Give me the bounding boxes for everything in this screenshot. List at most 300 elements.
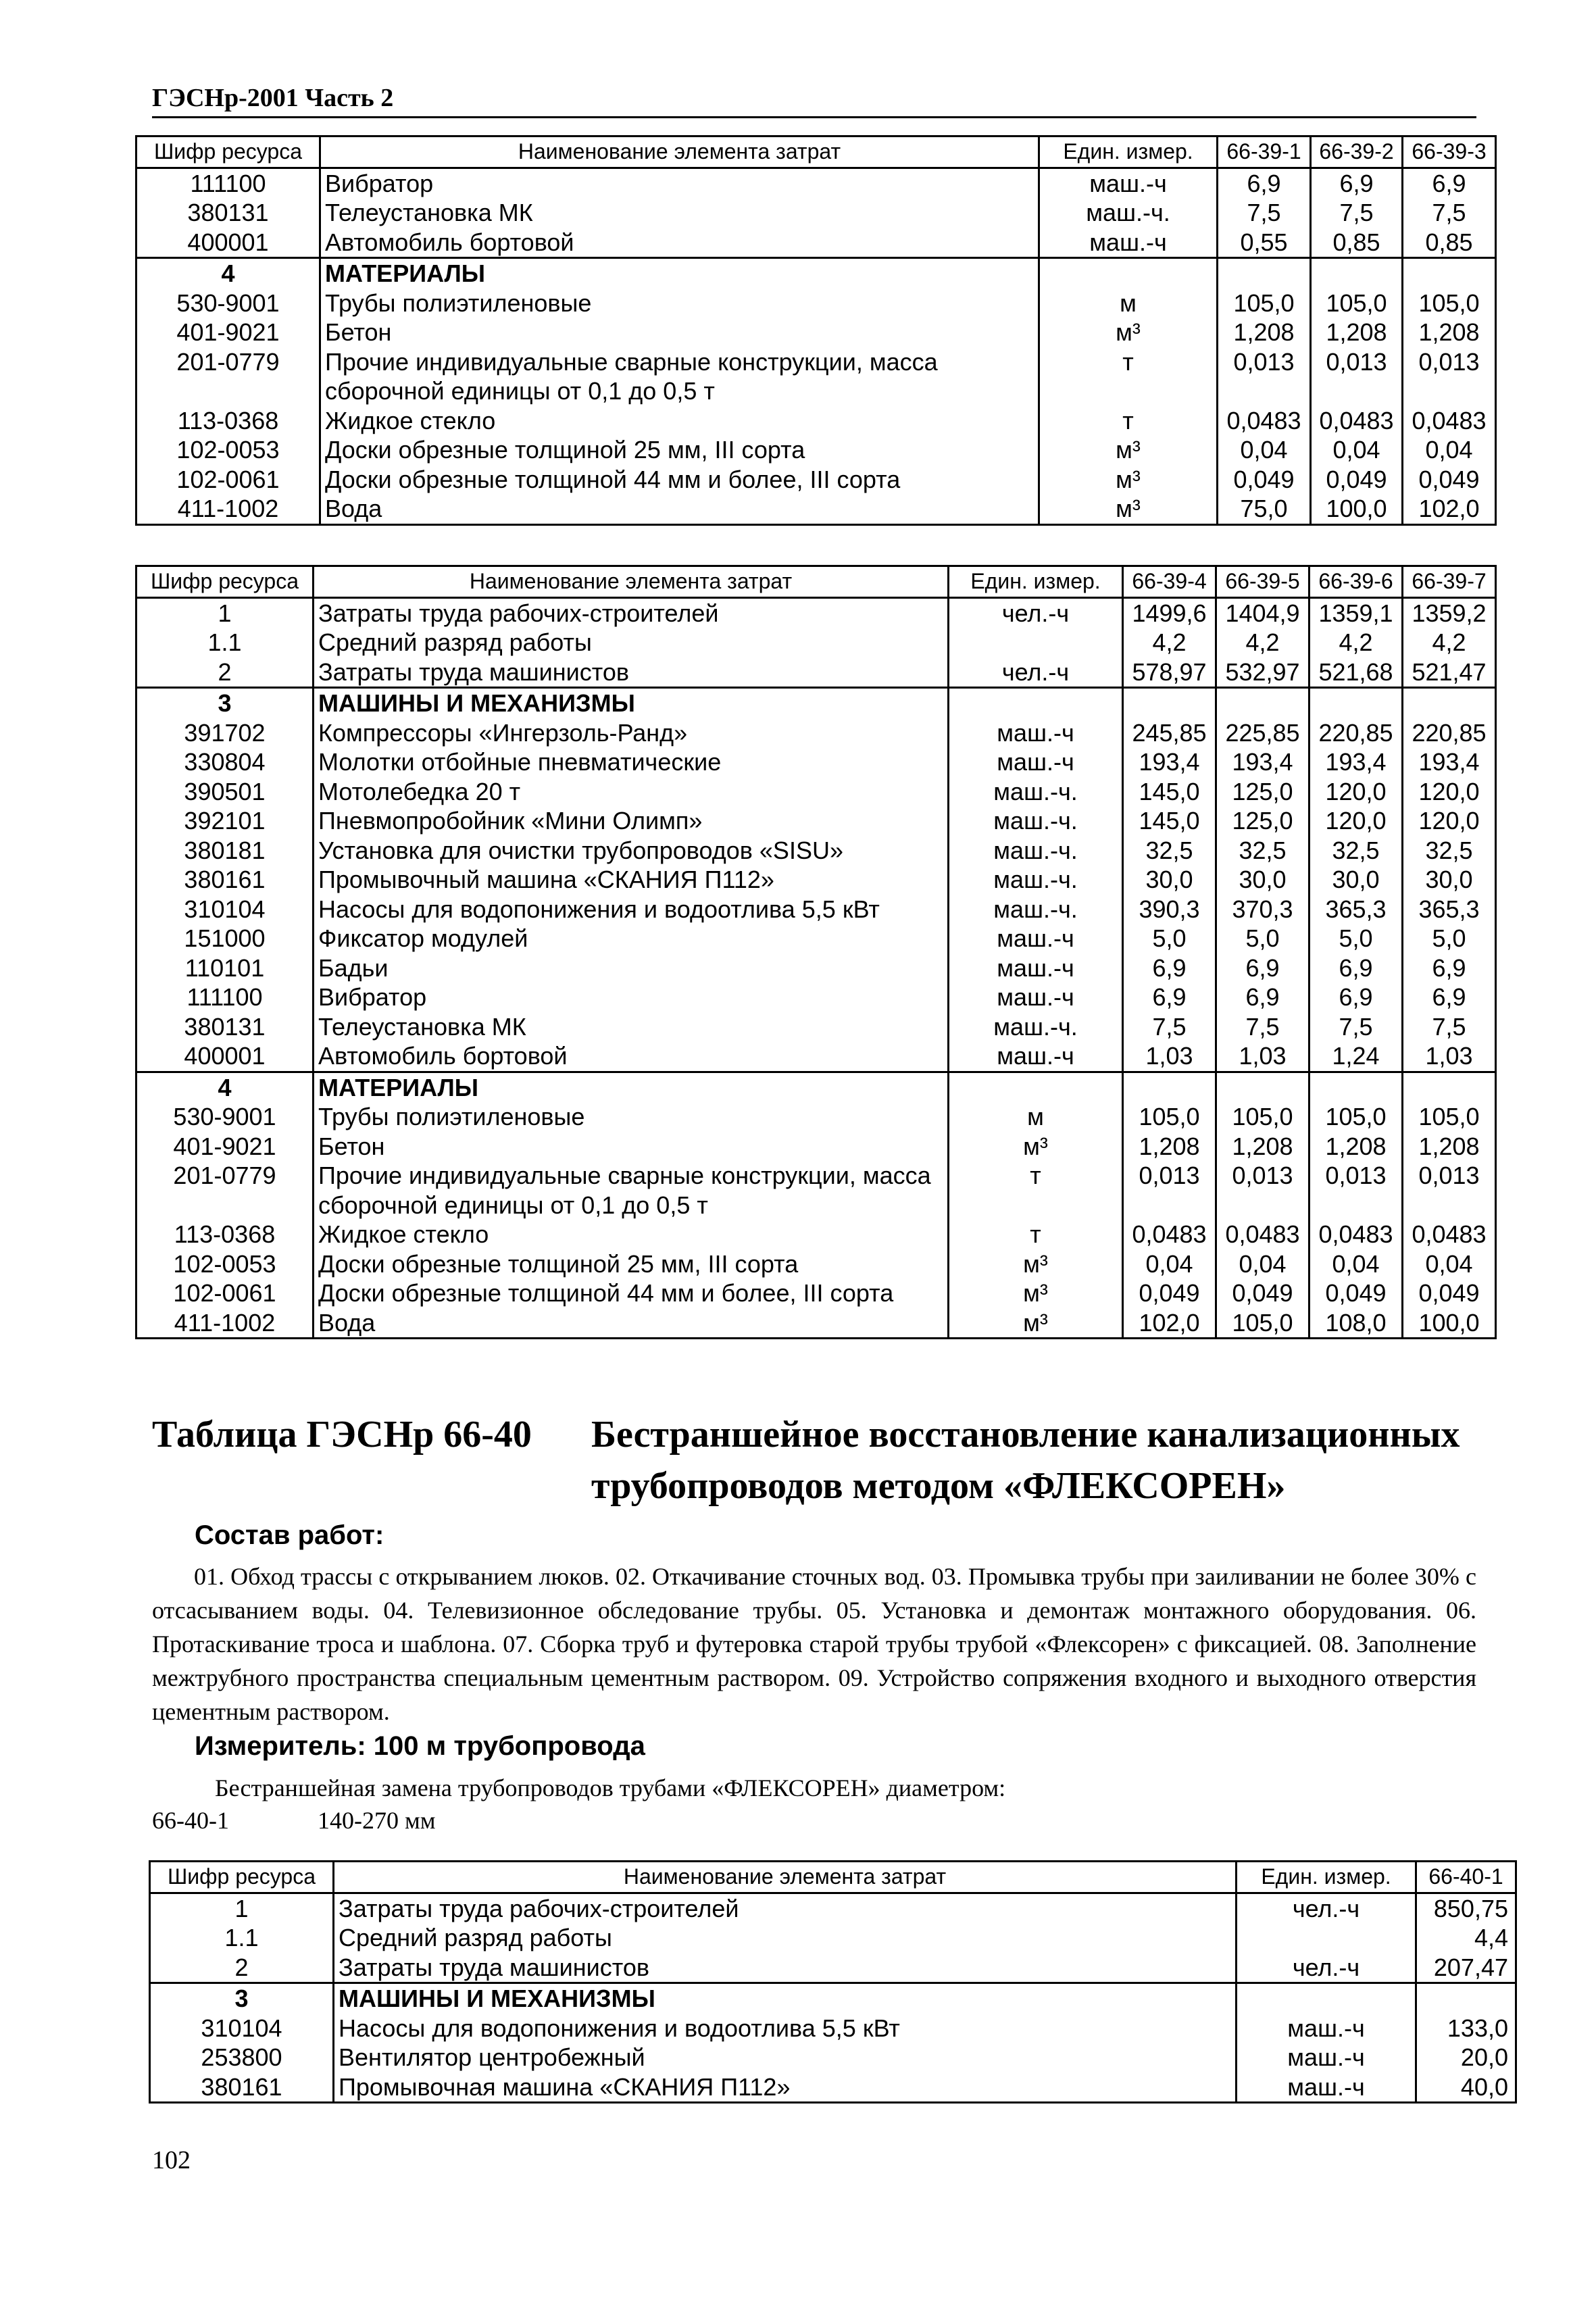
cost-element-name: Трубы полиэтиленовые [320,289,1039,318]
norm-value: 1359,2 [1403,597,1496,628]
norm-value: 0,049 [1123,1278,1216,1308]
cost-element-name: Молотки отбойные пневматические [314,747,949,777]
norm-value: 0,0483 [1311,406,1403,436]
table-row [136,982,1496,1012]
norm-value [1416,1983,1516,2014]
norm-value: 105,0 [1216,1102,1310,1132]
unit-of-measure: маш.-ч [1039,168,1218,198]
norm-value: 1,208 [1310,1132,1403,1162]
norm-value: 105,0 [1123,1102,1216,1132]
norm-value: 0,04 [1218,435,1311,465]
norm-value: 5,0 [1403,924,1496,953]
resource-code: 111100 [136,168,320,198]
norm-value: 0,04 [1123,1249,1216,1279]
norm-value: 0,049 [1216,1278,1310,1308]
cost-element-name: Компрессоры «Ингерзоль-Ранд» [314,718,949,748]
unit-of-measure: м³ [949,1308,1123,1339]
cost-element-name: Бетон [320,318,1039,347]
norm-value: 102,0 [1403,494,1496,524]
resource-code: 310104 [150,2014,334,2043]
norm-value: 0,04 [1403,435,1496,465]
variant-description: Бестраншейная замена трубопроводов трубами «ФЛЕКСОРЕН» диаметром: [215,1774,1006,1801]
norm-value: 193,4 [1403,747,1496,777]
resource-code: 530-9001 [136,1102,314,1132]
norm-value: 6,9 [1123,953,1216,983]
norm-value: 105,0 [1216,1308,1310,1339]
cost-element-name: Пневмопробойник «Мини Олимп» [314,806,949,836]
norm-value: 0,049 [1311,465,1403,495]
norm-value: 5,0 [1123,924,1216,953]
norm-value: 125,0 [1216,806,1310,836]
unit-of-measure: м³ [949,1249,1123,1279]
resource-code: 102-0053 [136,435,320,465]
unit-of-measure: т [1039,406,1218,436]
resource-code: 380161 [150,2072,334,2103]
norm-value: 4,2 [1310,628,1403,657]
norm-value: 0,85 [1311,228,1403,258]
table-row [136,777,1496,807]
table-row [150,1953,1516,1983]
norm-value [1403,258,1496,289]
cost-element-name: Доски обрезные толщиной 25 мм, III сорта [320,435,1039,465]
table-row [136,865,1496,895]
table-row [150,2014,1516,2043]
norm-value: 0,04 [1403,1249,1496,1279]
resource-code: 2 [136,657,314,688]
norm-value: 578,97 [1123,657,1216,688]
norm-value: 145,0 [1123,777,1216,807]
table-row [136,228,1496,258]
table-row [136,718,1496,748]
resource-code: 201-0779 [136,1161,314,1220]
norm-value: 6,9 [1403,982,1496,1012]
norm-value: 7,5 [1403,1012,1496,1042]
norm-value: 0,013 [1216,1161,1310,1220]
cost-element-name: Промывочная машина «СКАНИЯ П112» [334,2072,1237,2103]
measure-heading: Измеритель: 100 м трубопровода [195,1731,645,1761]
norm-value: 220,85 [1310,718,1403,748]
resource-code: 411-1002 [136,1308,314,1339]
norm-value: 0,049 [1218,465,1311,495]
resource-code: 310104 [136,895,314,924]
table-row [150,1923,1516,1953]
resource-code: 380161 [136,865,314,895]
variant-diameter: 140-270 мм [318,1807,436,1834]
work-composition-body: 01. Обход трассы с открыванием люков. 02. Откачивание сточных вод. 03. Промывка трубы при заиливании не более 30% с отсасыванием воды. 04. Телевизионное обследование трубы. 05. Установка и демонтаж монтажного оборудования. 06. Протаскивание троса и шаблона. 07. Сборка труб и футеровка старой трубы трубой «Флексорен» с фиксацией. 08. Заполнение межтрубного пространства специальным цементным раствором. 09. Устройство сопряжения входного и выходного отверстия цементным раствором. [152,1563,1476,1725]
norm-value: 0,04 [1311,435,1403,465]
table-row [136,924,1496,953]
norm-value: 1,208 [1403,318,1496,347]
cost-element-name: Фиксатор модулей [314,924,949,953]
norm-value: 100,0 [1311,494,1403,524]
table-row [136,628,1496,657]
norm-value: 365,3 [1403,895,1496,924]
norm-value: 0,013 [1403,347,1496,406]
norm-value: 0,013 [1310,1161,1403,1220]
unit-of-measure: м [1039,289,1218,318]
cost-element-name: Затраты труда машинистов [314,657,949,688]
column-header: Един. измер. [1039,136,1218,168]
norm-value: 6,9 [1310,982,1403,1012]
cost-element-name: Трубы полиэтиленовые [314,1102,949,1132]
unit-of-measure: маш.-ч. [949,836,1123,866]
norm-value [1311,258,1403,289]
unit-of-measure: маш.-ч. [949,895,1123,924]
resource-table-66-39-1-3 [135,135,1497,526]
cost-element-name: Доски обрезные толщиной 44 мм и более, III сорта [320,465,1039,495]
norm-value: 0,04 [1216,1249,1310,1279]
unit-of-measure [1237,1923,1416,1953]
norm-value: 6,9 [1311,168,1403,198]
resource-code: 530-9001 [136,289,320,318]
norm-value: 0,0483 [1216,1220,1310,1249]
resource-code: 392101 [136,806,314,836]
unit-of-measure [949,1072,1123,1102]
table-row [136,953,1496,983]
norm-value [1310,1072,1403,1102]
resource-table-66-40-1 [149,1860,1517,2104]
norm-value: 225,85 [1216,718,1310,748]
unit-of-measure: м [949,1102,1123,1132]
unit-of-measure: маш.-ч [949,1041,1123,1072]
resource-code: 253800 [150,2043,334,2072]
unit-of-measure: чел.-ч [949,597,1123,628]
norm-value: 521,68 [1310,657,1403,688]
resource-code: 3 [150,1983,334,2014]
cost-element-name: Автомобиль бортовой [314,1041,949,1072]
cost-element-name: МАТЕРИАЛЫ [320,258,1039,289]
table-row [136,347,1496,406]
resource-code: 380181 [136,836,314,866]
column-header: Един. измер. [949,566,1123,598]
norm-value: 532,97 [1216,657,1310,688]
resource-code: 113-0368 [136,406,320,436]
norm-value [1403,1072,1496,1102]
norm-value: 105,0 [1311,289,1403,318]
resource-code: 102-0061 [136,1278,314,1308]
cost-element-name: Затраты труда машинистов [334,1953,1237,1983]
norm-value: 390,3 [1123,895,1216,924]
norm-value [1310,688,1403,718]
unit-of-measure: м³ [949,1278,1123,1308]
cost-element-name: Бетон [314,1132,949,1162]
resource-code: 110101 [136,953,314,983]
norm-value: 32,5 [1216,836,1310,866]
norm-value [1218,258,1311,289]
norm-value: 365,3 [1310,895,1403,924]
cost-element-name: МАТЕРИАЛЫ [314,1072,949,1102]
table-row [136,289,1496,318]
variant-code: 66-40-1 [152,1807,229,1834]
norm-value: 0,013 [1218,347,1311,406]
table-row [136,1220,1496,1249]
norm-value: 1,208 [1218,318,1311,347]
unit-of-measure: м³ [1039,465,1218,495]
cost-element-name: Мотолебедка 20 т [314,777,949,807]
norm-value: 521,47 [1403,657,1496,688]
table-row [136,1012,1496,1042]
cost-element-name: Телеустановка МК [320,198,1039,228]
column-header: 66-39-5 [1216,566,1310,598]
norm-value: 120,0 [1403,777,1496,807]
unit-of-measure: маш.-ч. [949,806,1123,836]
norm-value: 1359,1 [1310,597,1403,628]
cost-element-name: Установка для очистки трубопроводов «SISU» [314,836,949,866]
norm-value: 0,0483 [1403,406,1496,436]
norm-value: 193,4 [1310,747,1403,777]
work-composition-text [152,1560,1476,1728]
table-row [136,1102,1496,1132]
unit-of-measure: м³ [1039,435,1218,465]
resource-code: 1 [150,1893,334,1923]
resource-code: 401-9021 [136,318,320,347]
table-row [136,747,1496,777]
norm-value: 75,0 [1218,494,1311,524]
norm-value: 105,0 [1310,1102,1403,1132]
unit-of-measure: маш.-ч [949,982,1123,1012]
unit-of-measure [949,628,1123,657]
unit-of-measure: т [1039,347,1218,406]
norm-value [1123,1072,1216,1102]
norm-value: 133,0 [1416,2014,1516,2043]
cost-element-name: Телеустановка МК [314,1012,949,1042]
unit-of-measure: чел.-ч [1237,1953,1416,1983]
resource-code: 4 [136,258,320,289]
table-row [136,836,1496,866]
cost-element-name: Прочие индивидуальные сварные конструкции, масса сборочной единицы от 0,1 до 0,5 т [320,347,1039,406]
norm-value: 1,24 [1310,1041,1403,1072]
norm-value: 32,5 [1310,836,1403,866]
norm-value: 1,03 [1403,1041,1496,1072]
unit-of-measure: маш.-ч [949,747,1123,777]
norm-value: 5,0 [1310,924,1403,953]
resource-code: 1.1 [150,1923,334,1953]
norm-value: 0,0483 [1310,1220,1403,1249]
norm-value: 7,5 [1403,198,1496,228]
norm-value: 193,4 [1216,747,1310,777]
norm-value: 20,0 [1416,2043,1516,2072]
column-header: Шифр ресурса [136,136,320,168]
unit-of-measure: маш.-ч [949,953,1123,983]
norm-value: 7,5 [1216,1012,1310,1042]
norm-value: 6,9 [1403,953,1496,983]
norm-value: 0,0483 [1218,406,1311,436]
cost-element-name: МАШИНЫ И МЕХАНИЗМЫ [314,688,949,718]
cost-element-name: Вибратор [314,982,949,1012]
table-header-row [136,566,1496,598]
norm-value [1216,1072,1310,1102]
norm-value: 4,2 [1123,628,1216,657]
column-header: 66-40-1 [1416,1862,1516,1893]
resource-code: 113-0368 [136,1220,314,1249]
column-header: Шифр ресурса [150,1862,334,1893]
table-row [136,1161,1496,1220]
cost-element-name: Вода [320,494,1039,524]
section-row [136,688,1496,718]
resource-code: 2 [150,1953,334,1983]
norm-value: 105,0 [1403,1102,1496,1132]
norm-value: 40,0 [1416,2072,1516,2103]
norm-value: 1,208 [1403,1132,1496,1162]
resource-code: 401-9021 [136,1132,314,1162]
table-row [136,1041,1496,1072]
norm-value: 30,0 [1310,865,1403,895]
resource-code: 391702 [136,718,314,748]
unit-of-measure: чел.-ч [1237,1893,1416,1923]
resource-code: 380131 [136,198,320,228]
norm-value: 1,03 [1123,1041,1216,1072]
cost-element-name: Автомобиль бортовой [320,228,1039,258]
work-composition-heading: Состав работ: [195,1520,384,1550]
norm-value: 100,0 [1403,1308,1496,1339]
section-row [136,258,1496,289]
cost-element-name: Насосы для водопонижения и водоотлива 5,5 кВт [314,895,949,924]
unit-of-measure: маш.-ч [1039,228,1218,258]
resource-code: 390501 [136,777,314,807]
cost-element-name: Средний разряд работы [314,628,949,657]
norm-value: 4,2 [1403,628,1496,657]
table-row [136,168,1496,198]
cost-element-name: Промывочный машина «СКАНИЯ П112» [314,865,949,895]
norm-value: 120,0 [1310,777,1403,807]
norm-value: 120,0 [1403,806,1496,836]
unit-of-measure: маш.-ч. [949,865,1123,895]
unit-of-measure: маш.-ч [949,924,1123,953]
norm-value: 207,47 [1416,1953,1516,1983]
norm-value: 1,03 [1216,1041,1310,1072]
table-row [136,1278,1496,1308]
cost-element-name: Вода [314,1308,949,1339]
resource-code: 111100 [136,982,314,1012]
norm-value [1403,688,1496,718]
norm-value: 108,0 [1310,1308,1403,1339]
unit-of-measure: чел.-ч [949,657,1123,688]
column-header: 66-39-1 [1218,136,1311,168]
norm-value: 32,5 [1403,836,1496,866]
norm-value: 7,5 [1218,198,1311,228]
unit-of-measure: маш.-ч [1237,2072,1416,2103]
norm-value: 0,013 [1123,1161,1216,1220]
resource-code: 102-0053 [136,1249,314,1279]
column-header: 66-39-4 [1123,566,1216,598]
norm-value: 0,013 [1311,347,1403,406]
norm-value: 0,013 [1403,1161,1496,1220]
unit-of-measure: т [949,1161,1123,1220]
resource-code: 411-1002 [136,494,320,524]
norm-value: 32,5 [1123,836,1216,866]
page-header: ГЭСНр-2001 Часть 2 [152,82,1476,118]
table-header-row [150,1862,1516,1893]
table-row [136,318,1496,347]
unit-of-measure [949,688,1123,718]
column-header: Шифр ресурса [136,566,314,598]
cost-element-name: Доски обрезные толщиной 44 мм и более, III сорта [314,1278,949,1308]
cost-element-name: Доски обрезные толщиной 25 мм, III сорта [314,1249,949,1279]
norm-value: 102,0 [1123,1308,1216,1339]
norm-value: 120,0 [1310,806,1403,836]
norm-value: 30,0 [1123,865,1216,895]
norm-value: 1,208 [1216,1132,1310,1162]
resource-code: 1.1 [136,628,314,657]
column-header: Наименование элемента затрат [320,136,1039,168]
norm-value: 0,0483 [1123,1220,1216,1249]
table-title: Бестраншейное восстановление канализационных трубопроводов методом «ФЛЕКСОРЕН» [591,1414,1460,1507]
norm-value: 6,9 [1218,168,1311,198]
norm-value: 370,3 [1216,895,1310,924]
norm-value: 105,0 [1218,289,1311,318]
norm-value [1123,688,1216,718]
column-header: Наименование элемента затрат [334,1862,1237,1893]
norm-value: 0,04 [1310,1249,1403,1279]
column-header: 66-39-2 [1311,136,1403,168]
cost-element-name: Жидкое стекло [314,1220,949,1249]
column-header: 66-39-7 [1403,566,1496,598]
norm-value: 0,049 [1403,465,1496,495]
norm-value: 220,85 [1403,718,1496,748]
unit-of-measure [1237,1983,1416,2014]
resource-code: 3 [136,688,314,718]
norm-value: 0,55 [1218,228,1311,258]
resource-table-66-39-4-7 [135,565,1497,1339]
table-row [136,657,1496,688]
resource-code: 1 [136,597,314,628]
norm-value: 0,0483 [1403,1220,1496,1249]
table-row [150,1893,1516,1923]
table-row [136,435,1496,465]
norm-value: 0,85 [1403,228,1496,258]
unit-of-measure: маш.-ч. [1039,198,1218,228]
table-row [136,597,1496,628]
table-row [136,465,1496,495]
norm-value: 6,9 [1216,953,1310,983]
column-header: 66-39-3 [1403,136,1496,168]
norm-value: 105,0 [1403,289,1496,318]
unit-of-measure: маш.-ч. [949,777,1123,807]
norm-value: 1499,6 [1123,597,1216,628]
table-row [150,2043,1516,2072]
norm-value: 245,85 [1123,718,1216,748]
resource-code: 4 [136,1072,314,1102]
cost-element-name: Затраты труда рабочих-строителей [334,1893,1237,1923]
resource-code: 380131 [136,1012,314,1042]
cost-element-name: Вибратор [320,168,1039,198]
resource-code: 330804 [136,747,314,777]
page-number: 102 [152,2146,191,2174]
unit-of-measure: м³ [1039,494,1218,524]
resource-code: 151000 [136,924,314,953]
norm-value: 30,0 [1403,865,1496,895]
norm-value: 6,9 [1403,168,1496,198]
section-row [136,1072,1496,1102]
table-row [136,494,1496,524]
norm-value: 1,208 [1311,318,1403,347]
unit-of-measure [1039,258,1218,289]
norm-value: 6,9 [1216,982,1310,1012]
norm-value: 4,4 [1416,1923,1516,1953]
norm-value: 6,9 [1310,953,1403,983]
table-row [136,1308,1496,1339]
table-row [136,198,1496,228]
cost-element-name: Насосы для водопонижения и водоотлива 5,5 кВт [334,2014,1237,2043]
norm-value: 7,5 [1123,1012,1216,1042]
cost-element-name: МАШИНЫ И МЕХАНИЗМЫ [334,1983,1237,2014]
section-row [150,1983,1516,2014]
cost-element-name: Прочие индивидуальные сварные конструкции, масса сборочной единицы от 0,1 до 0,5 т [314,1161,949,1220]
norm-value: 30,0 [1216,865,1310,895]
norm-value: 145,0 [1123,806,1216,836]
table-row [136,1249,1496,1279]
unit-of-measure: м³ [949,1132,1123,1162]
